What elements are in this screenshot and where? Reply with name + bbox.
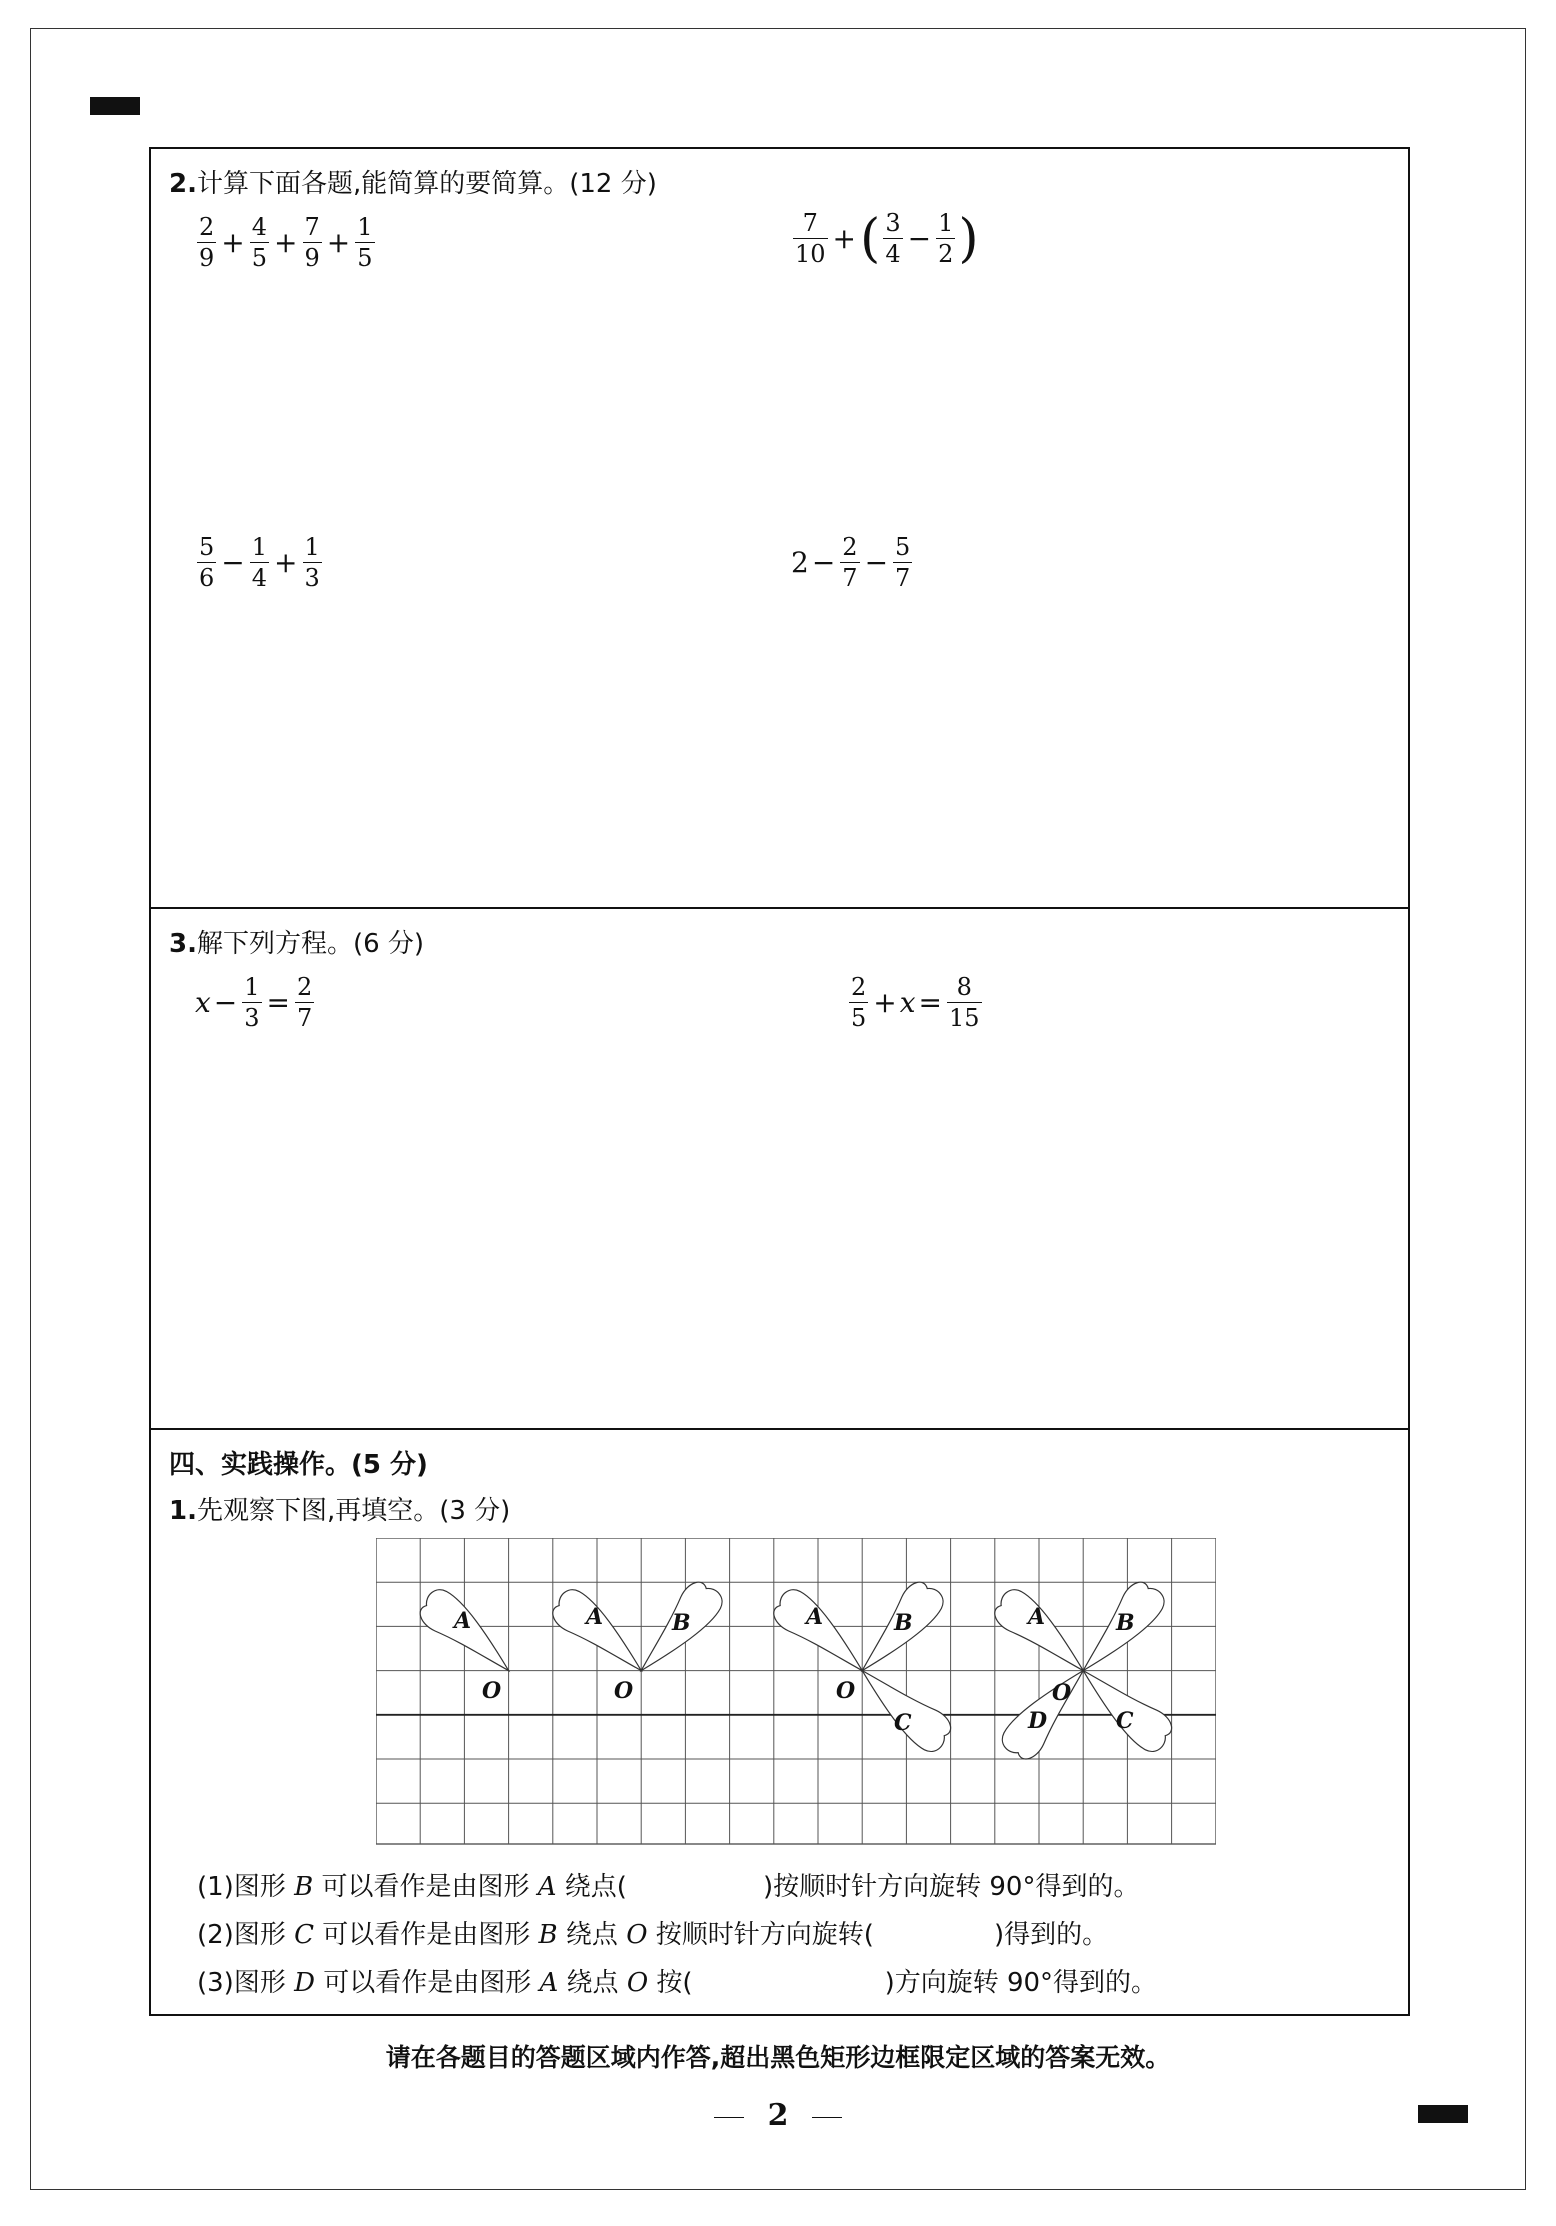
label-b: B — [1116, 1610, 1135, 1636]
section-equations — [151, 909, 1408, 1430]
label-a: A — [806, 1604, 824, 1630]
variable-x: x — [899, 986, 916, 1019]
answer-area-notice: 请在各题目的答题区域内作答,超出黑色矩形边框限定区域的答案无效。 — [385, 2043, 1171, 2072]
subquestion-heading — [169, 1490, 510, 1527]
fraction: $\frac{1}{4}$ — [251, 533, 268, 592]
label-c: C — [894, 1710, 912, 1736]
page-number — [0, 2098, 1556, 2133]
operator: + — [873, 986, 897, 1019]
expression-1 — [195, 215, 377, 270]
label-c: C — [1116, 1708, 1134, 1734]
fraction: $\frac{7}{10}$ — [795, 209, 826, 268]
fraction: $\frac{2}{7}$ — [297, 973, 313, 1032]
fraction: $\frac{1}{3}$ — [244, 973, 260, 1032]
fill-question-2: (2)图形 C 可以看作是由图形 B 绕点 O 按顺时针方向旋转( )得到的。 — [197, 1920, 1109, 1950]
equation-1 — [195, 975, 316, 1030]
operator: − — [811, 546, 836, 579]
dash-right — [812, 2117, 842, 2118]
fraction: $\frac{1}{5}$ — [357, 213, 373, 272]
operator: + — [274, 226, 298, 259]
label-o: O — [1052, 1680, 1072, 1706]
label-d: D — [1028, 1708, 1048, 1734]
shape-group-1 — [413, 1583, 519, 1689]
label-b: B — [894, 1610, 913, 1636]
question-number: 1. — [169, 1496, 197, 1526]
label-a: A — [454, 1608, 472, 1634]
equation-2 — [847, 975, 984, 1030]
question-title: 计算下面各题,能简算的要简算。(12 分) — [196, 169, 657, 199]
equals-sign: = — [918, 986, 943, 1019]
operator: + — [274, 546, 298, 579]
label-o: O — [614, 1678, 634, 1704]
fraction: $\frac{3}{4}$ — [885, 209, 901, 268]
expression-4 — [791, 535, 914, 590]
label-a: A — [586, 1604, 604, 1630]
grid-lines — [376, 1538, 1216, 1844]
equals-sign: = — [266, 986, 291, 1019]
variable-x: x — [195, 986, 211, 1019]
operator: + — [221, 226, 245, 259]
fraction: $\frac{5}{7}$ — [895, 533, 911, 592]
label-o: O — [836, 1678, 856, 1704]
fraction: $\frac{4}{5}$ — [251, 213, 268, 272]
dash-left — [714, 2117, 744, 2118]
fraction: $\frac{2}{7}$ — [842, 533, 858, 592]
expression-2 — [791, 208, 980, 269]
label-b: B — [672, 1610, 691, 1636]
left-parenthesis: ( — [860, 208, 881, 269]
question-title: 先观察下图,再填空。(3 分) — [196, 1496, 511, 1526]
fraction: $\frac{2}{5}$ — [851, 973, 867, 1032]
right-parenthesis: ) — [958, 208, 979, 269]
operator: + — [832, 222, 857, 255]
expression-3 — [195, 535, 324, 590]
section-calculation — [151, 149, 1408, 909]
question-title: 解下列方程。(6 分) — [196, 929, 425, 959]
section-heading — [169, 923, 424, 960]
fraction: $\frac{7}{9}$ — [304, 213, 320, 272]
operator: − — [221, 546, 245, 579]
section-heading — [169, 1444, 428, 1481]
fill-question-3: (3)图形 D 可以看作是由图形 A 绕点 O 按( )方向旋转 90°得到的。 — [197, 1968, 1158, 1998]
operator: + — [326, 226, 351, 259]
section-heading — [169, 163, 657, 200]
integer: 2 — [791, 546, 809, 579]
fraction: $\frac{1}{2}$ — [938, 209, 954, 268]
registration-mark-top-left — [90, 97, 140, 115]
operator: − — [864, 546, 889, 579]
fill-question-1: (1)图形 B 可以看作是由图形 A 绕点( )按顺时针方向旋转 90°得到的。 — [197, 1872, 1140, 1902]
fraction: $\frac{1}{3}$ — [304, 533, 320, 592]
page-number-value: 2 — [767, 2098, 789, 2133]
fraction: $\frac{2}{9}$ — [199, 213, 215, 272]
shape-group-2 — [545, 1575, 728, 1689]
fraction: $\frac{5}{6}$ — [199, 533, 215, 592]
label-o: O — [482, 1678, 502, 1704]
section-title: 四、实践操作。(5 分) — [169, 1450, 428, 1480]
question-number: 2. — [169, 169, 197, 199]
question-number: 3. — [169, 929, 197, 959]
operator: − — [907, 222, 932, 255]
fraction: $\frac{8}{15}$ — [949, 973, 980, 1032]
rotation-grid-figure — [376, 1538, 1216, 1850]
label-a: A — [1028, 1604, 1046, 1630]
operator: − — [213, 986, 238, 1019]
